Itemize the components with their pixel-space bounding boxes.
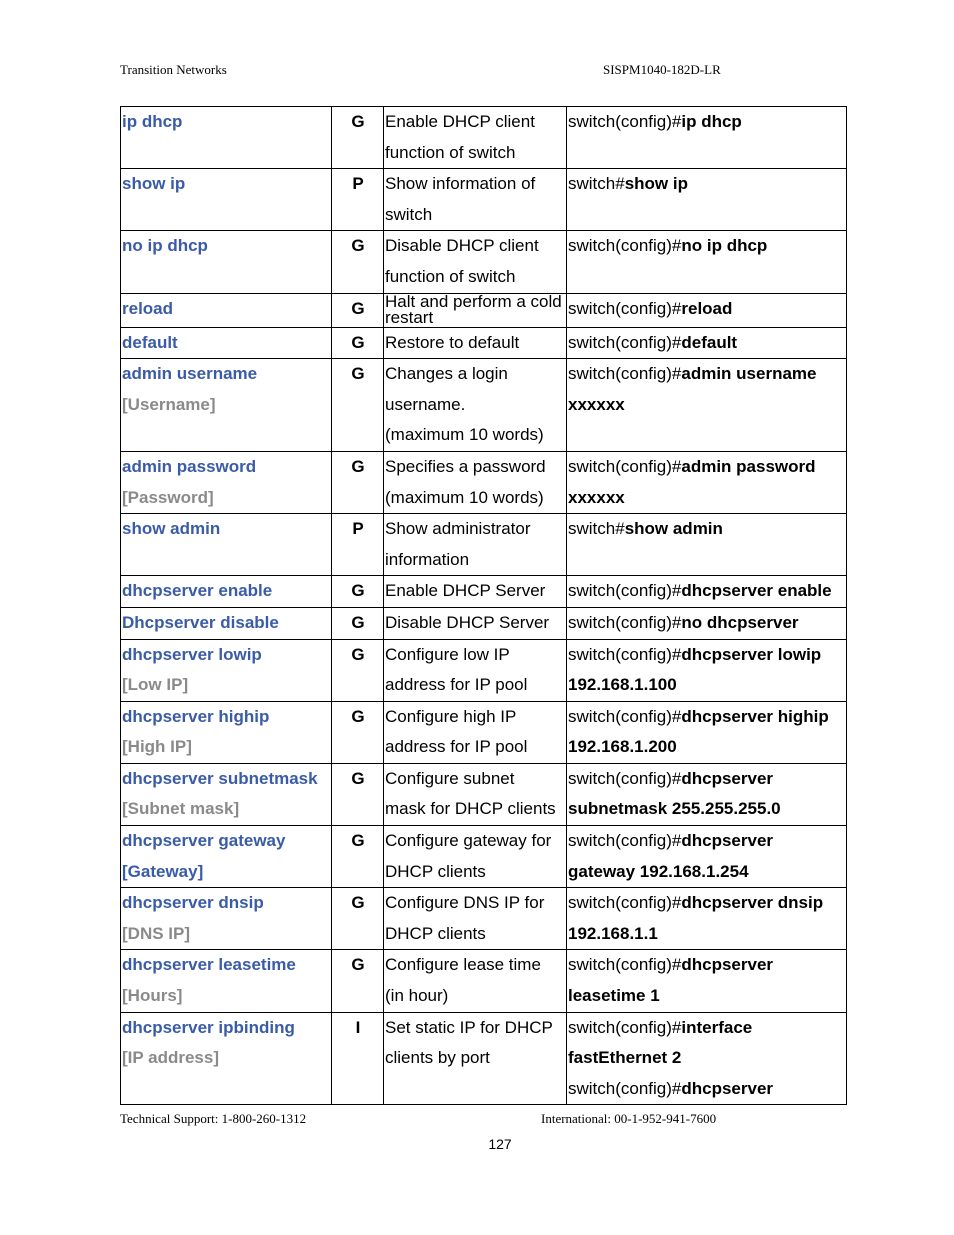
mode-cell: G: [332, 763, 384, 825]
function-cell: [384, 639, 567, 701]
function-line: Show administrator: [385, 519, 531, 539]
table-row: [121, 888, 847, 950]
command-cell: [121, 327, 332, 359]
example-command: dhcpserver: [681, 768, 774, 788]
table-row: [121, 1012, 847, 1105]
example-prompt: switch(config)#: [568, 456, 682, 476]
header-left: Transition Networks: [120, 62, 227, 77]
function-line: Configure lease time: [385, 955, 541, 975]
command-parameter: [DNS IP]: [122, 923, 190, 943]
example-prompt: switch(config)#: [568, 706, 682, 726]
command-parameter: [Subnet mask]: [122, 799, 240, 819]
function-line: Set static IP for DHCP: [385, 1017, 553, 1037]
example-command: gateway 192.168.1.254: [568, 861, 749, 881]
function-line: information: [385, 549, 470, 569]
function-cell: [384, 1012, 567, 1105]
command-name: dhcpserver gateway: [122, 831, 286, 851]
command-cell: [121, 514, 332, 576]
command-cell: [121, 576, 332, 608]
example-command: fastEthernet 2: [568, 1048, 682, 1068]
function-cell: [384, 169, 567, 231]
function-line: Show information of: [385, 174, 536, 194]
function-line: (maximum 10 words): [385, 425, 544, 445]
example-command: show admin: [624, 519, 723, 539]
example-cell: [567, 1012, 847, 1105]
function-line: DHCP clients: [385, 923, 486, 943]
command-name: ip dhcp: [122, 112, 183, 131]
function-line: function of switch: [385, 142, 516, 162]
function-line: Disable DHCP client: [385, 236, 539, 256]
command-cell: [121, 701, 332, 763]
example-command: dhcpserver enable: [681, 581, 832, 601]
footer-support: Technical Support: 1-800-260-1312: [120, 1111, 307, 1126]
command-name: dhcpserver highip: [122, 706, 270, 726]
example-command: admin password: [681, 456, 816, 476]
function-line: Changes a login: [385, 364, 508, 384]
example-prompt: switch(config)#: [568, 112, 682, 131]
example-cell: [567, 327, 847, 359]
function-line: Enable DHCP client: [385, 112, 535, 131]
example-prompt: switch(config)#: [568, 768, 682, 788]
function-line: address for IP pool: [385, 737, 528, 757]
example-command: dhcpserver: [681, 831, 774, 851]
example-command: interface: [681, 1017, 753, 1037]
example-command: reload: [681, 298, 733, 318]
command-name: dhcpserver subnetmask: [122, 768, 318, 788]
function-line: Disable DHCP Server: [385, 612, 550, 632]
example-line: [568, 888, 846, 919]
example-prompt: switch(config)#: [568, 364, 682, 384]
command-parameter: [Password]: [122, 487, 214, 507]
function-cell: [384, 107, 567, 169]
function-line: Configure DNS IP for: [385, 893, 545, 913]
mode-cell: G: [332, 607, 384, 639]
example-prompt: switch#: [568, 519, 625, 539]
function-cell: [384, 888, 567, 950]
example-line: [568, 857, 846, 888]
command-parameter: [Username]: [122, 394, 216, 414]
example-line: [568, 764, 846, 795]
mode-cell: G: [332, 701, 384, 763]
command-table-body: [121, 107, 847, 1105]
function-cell: [384, 950, 567, 1012]
command-cell: [121, 169, 332, 231]
example-line: [568, 294, 846, 325]
table-row: [121, 107, 847, 169]
function-cell: [384, 607, 567, 639]
function-cell: [384, 293, 567, 327]
mode-cell: P: [332, 169, 384, 231]
example-cell: [567, 293, 847, 327]
example-prompt: switch(config)#: [568, 955, 682, 975]
example-command: admin username: [681, 364, 817, 384]
example-cell: [567, 607, 847, 639]
table-row: [121, 576, 847, 608]
table-row: [121, 763, 847, 825]
example-line: [568, 919, 846, 950]
footer-international: International: 00-1-952-941-7600: [541, 1111, 717, 1126]
command-cell: [121, 950, 332, 1012]
example-prompt: switch(config)#: [568, 581, 682, 601]
example-command: 192.168.1.200: [568, 737, 677, 757]
command-name: admin username: [122, 364, 258, 384]
function-line: Enable DHCP Server: [385, 581, 546, 601]
function-line: Configure subnet: [385, 768, 515, 788]
example-cell: [567, 231, 847, 293]
example-line: [568, 107, 846, 138]
function-cell: [384, 359, 567, 452]
example-command: 192.168.1.1: [568, 923, 658, 943]
table-row: [121, 639, 847, 701]
command-name: Dhcpserver disable: [122, 612, 279, 632]
example-line: [568, 231, 846, 262]
function-cell: [384, 763, 567, 825]
function-line: address for IP pool: [385, 675, 528, 695]
example-command: xxxxxx: [568, 487, 625, 507]
example-command: dhcpserver: [681, 955, 774, 975]
function-line: switch: [385, 204, 433, 224]
example-command: no ip dhcp: [681, 236, 768, 256]
function-line: DHCP clients: [385, 861, 486, 881]
example-cell: [567, 763, 847, 825]
example-line: [568, 670, 846, 701]
example-prompt: switch(config)#: [568, 1078, 682, 1098]
example-line: [568, 1043, 846, 1074]
example-command: show ip: [624, 174, 688, 194]
header-right: SISPM1040-182D-LR: [603, 62, 721, 77]
mode-cell: G: [332, 107, 384, 169]
mode-cell: G: [332, 826, 384, 888]
function-line: Configure low IP: [385, 644, 510, 664]
function-line: Configure gateway for: [385, 831, 552, 851]
command-name: default: [122, 332, 178, 352]
function-line: (in hour): [385, 986, 449, 1006]
example-prompt: switch#: [568, 174, 625, 194]
example-prompt: switch(config)#: [568, 236, 682, 256]
command-name: no ip dhcp: [122, 236, 208, 256]
function-line: restart: [385, 307, 434, 327]
function-cell: [384, 231, 567, 293]
table-row: [121, 514, 847, 576]
example-prompt: switch(config)#: [568, 644, 682, 664]
command-parameter: [Low IP]: [122, 675, 189, 695]
example-line: [568, 981, 846, 1012]
function-line: mask for DHCP clients: [385, 799, 556, 819]
command-table: [120, 106, 847, 1105]
example-cell: [567, 359, 847, 452]
command-cell: [121, 107, 332, 169]
example-prompt: switch(config)#: [568, 893, 682, 913]
example-line: [568, 702, 846, 733]
function-cell: [384, 514, 567, 576]
function-cell: [384, 701, 567, 763]
function-cell: [384, 576, 567, 608]
example-prompt: switch(config)#: [568, 1017, 682, 1037]
mode-cell: G: [332, 888, 384, 950]
example-line: [568, 328, 846, 359]
mode-cell: I: [332, 1012, 384, 1105]
example-cell: [567, 701, 847, 763]
command-parameter: [Gateway]: [122, 861, 204, 881]
example-command: leasetime 1: [568, 986, 660, 1006]
mode-cell: G: [332, 359, 384, 452]
command-name: dhcpserver ipbinding: [122, 1017, 295, 1037]
table-row: [121, 293, 847, 327]
example-line: [568, 483, 846, 514]
command-parameter: [IP address]: [122, 1048, 220, 1068]
example-cell: [567, 107, 847, 169]
command-cell: [121, 607, 332, 639]
mode-cell: G: [332, 231, 384, 293]
command-name: admin password: [122, 456, 257, 476]
function-line: Configure high IP: [385, 706, 517, 726]
command-name: show admin: [122, 519, 221, 539]
mode-cell: P: [332, 514, 384, 576]
function-cell: [384, 451, 567, 513]
example-prompt: switch(config)#: [568, 298, 682, 318]
command-name: dhcpserver dnsip: [122, 893, 264, 913]
example-cell: [567, 169, 847, 231]
example-cell: [567, 888, 847, 950]
example-command: dhcpserver dnsip: [681, 893, 824, 913]
function-line: function of switch: [385, 266, 516, 286]
mode-cell: G: [332, 639, 384, 701]
function-line: clients by port: [385, 1048, 490, 1068]
example-cell: [567, 826, 847, 888]
command-cell: [121, 359, 332, 452]
example-line: [568, 732, 846, 763]
example-line: [568, 390, 846, 421]
example-line: [568, 794, 846, 825]
example-line: [568, 169, 846, 200]
example-line: [568, 640, 846, 671]
command-cell: [121, 293, 332, 327]
example-line: [568, 826, 846, 857]
example-command: no dhcpserver: [681, 612, 799, 632]
function-line: Restore to default: [385, 332, 520, 352]
command-cell: [121, 451, 332, 513]
example-line: [568, 1074, 846, 1105]
mode-cell: G: [332, 950, 384, 1012]
table-row: [121, 231, 847, 293]
example-line: [568, 452, 846, 483]
function-cell: [384, 826, 567, 888]
example-cell: [567, 639, 847, 701]
example-cell: [567, 451, 847, 513]
example-cell: [567, 950, 847, 1012]
mode-cell: G: [332, 293, 384, 327]
example-command: xxxxxx: [568, 394, 625, 414]
table-row: [121, 826, 847, 888]
command-cell: [121, 639, 332, 701]
example-command: ip dhcp: [681, 112, 742, 131]
command-name: show ip: [122, 174, 186, 194]
example-line: [568, 359, 846, 390]
example-line: [568, 576, 846, 607]
example-command: default: [681, 332, 738, 352]
command-name: reload: [122, 298, 174, 318]
example-prompt: switch(config)#: [568, 831, 682, 851]
command-name: dhcpserver leasetime: [122, 955, 296, 975]
page-number: 127: [488, 1136, 512, 1152]
example-line: [568, 950, 846, 981]
example-line: [568, 608, 846, 639]
command-cell: [121, 888, 332, 950]
table-row: [121, 169, 847, 231]
command-parameter: [Hours]: [122, 986, 183, 1006]
example-cell: [567, 514, 847, 576]
table-row: [121, 359, 847, 452]
table-row: [121, 327, 847, 359]
function-line: Halt and perform a cold: [385, 293, 562, 311]
function-cell: [384, 327, 567, 359]
mode-cell: G: [332, 451, 384, 513]
command-parameter: [High IP]: [122, 737, 192, 757]
example-command: dhcpserver lowip: [681, 644, 822, 664]
example-cell: [567, 576, 847, 608]
command-cell: [121, 1012, 332, 1105]
mode-cell: G: [332, 327, 384, 359]
table-row: [121, 701, 847, 763]
example-prompt: switch(config)#: [568, 612, 682, 632]
table-row: [121, 950, 847, 1012]
command-name: dhcpserver lowip: [122, 644, 262, 664]
command-cell: [121, 231, 332, 293]
example-line: [568, 514, 846, 545]
example-command: dhcpserver: [681, 1078, 774, 1098]
command-cell: [121, 826, 332, 888]
table-row: [121, 607, 847, 639]
function-line: Specifies a password: [385, 456, 546, 476]
example-line: [568, 1013, 846, 1044]
table-row: [121, 451, 847, 513]
function-line: username.: [385, 394, 466, 414]
example-command: subnetmask 255.255.255.0: [568, 799, 781, 819]
command-cell: [121, 763, 332, 825]
command-name: dhcpserver enable: [122, 581, 273, 601]
example-command: dhcpserver highip: [681, 706, 829, 726]
example-command: 192.168.1.100: [568, 675, 677, 695]
function-line: (maximum 10 words): [385, 487, 544, 507]
example-prompt: switch(config)#: [568, 332, 682, 352]
mode-cell: G: [332, 576, 384, 608]
